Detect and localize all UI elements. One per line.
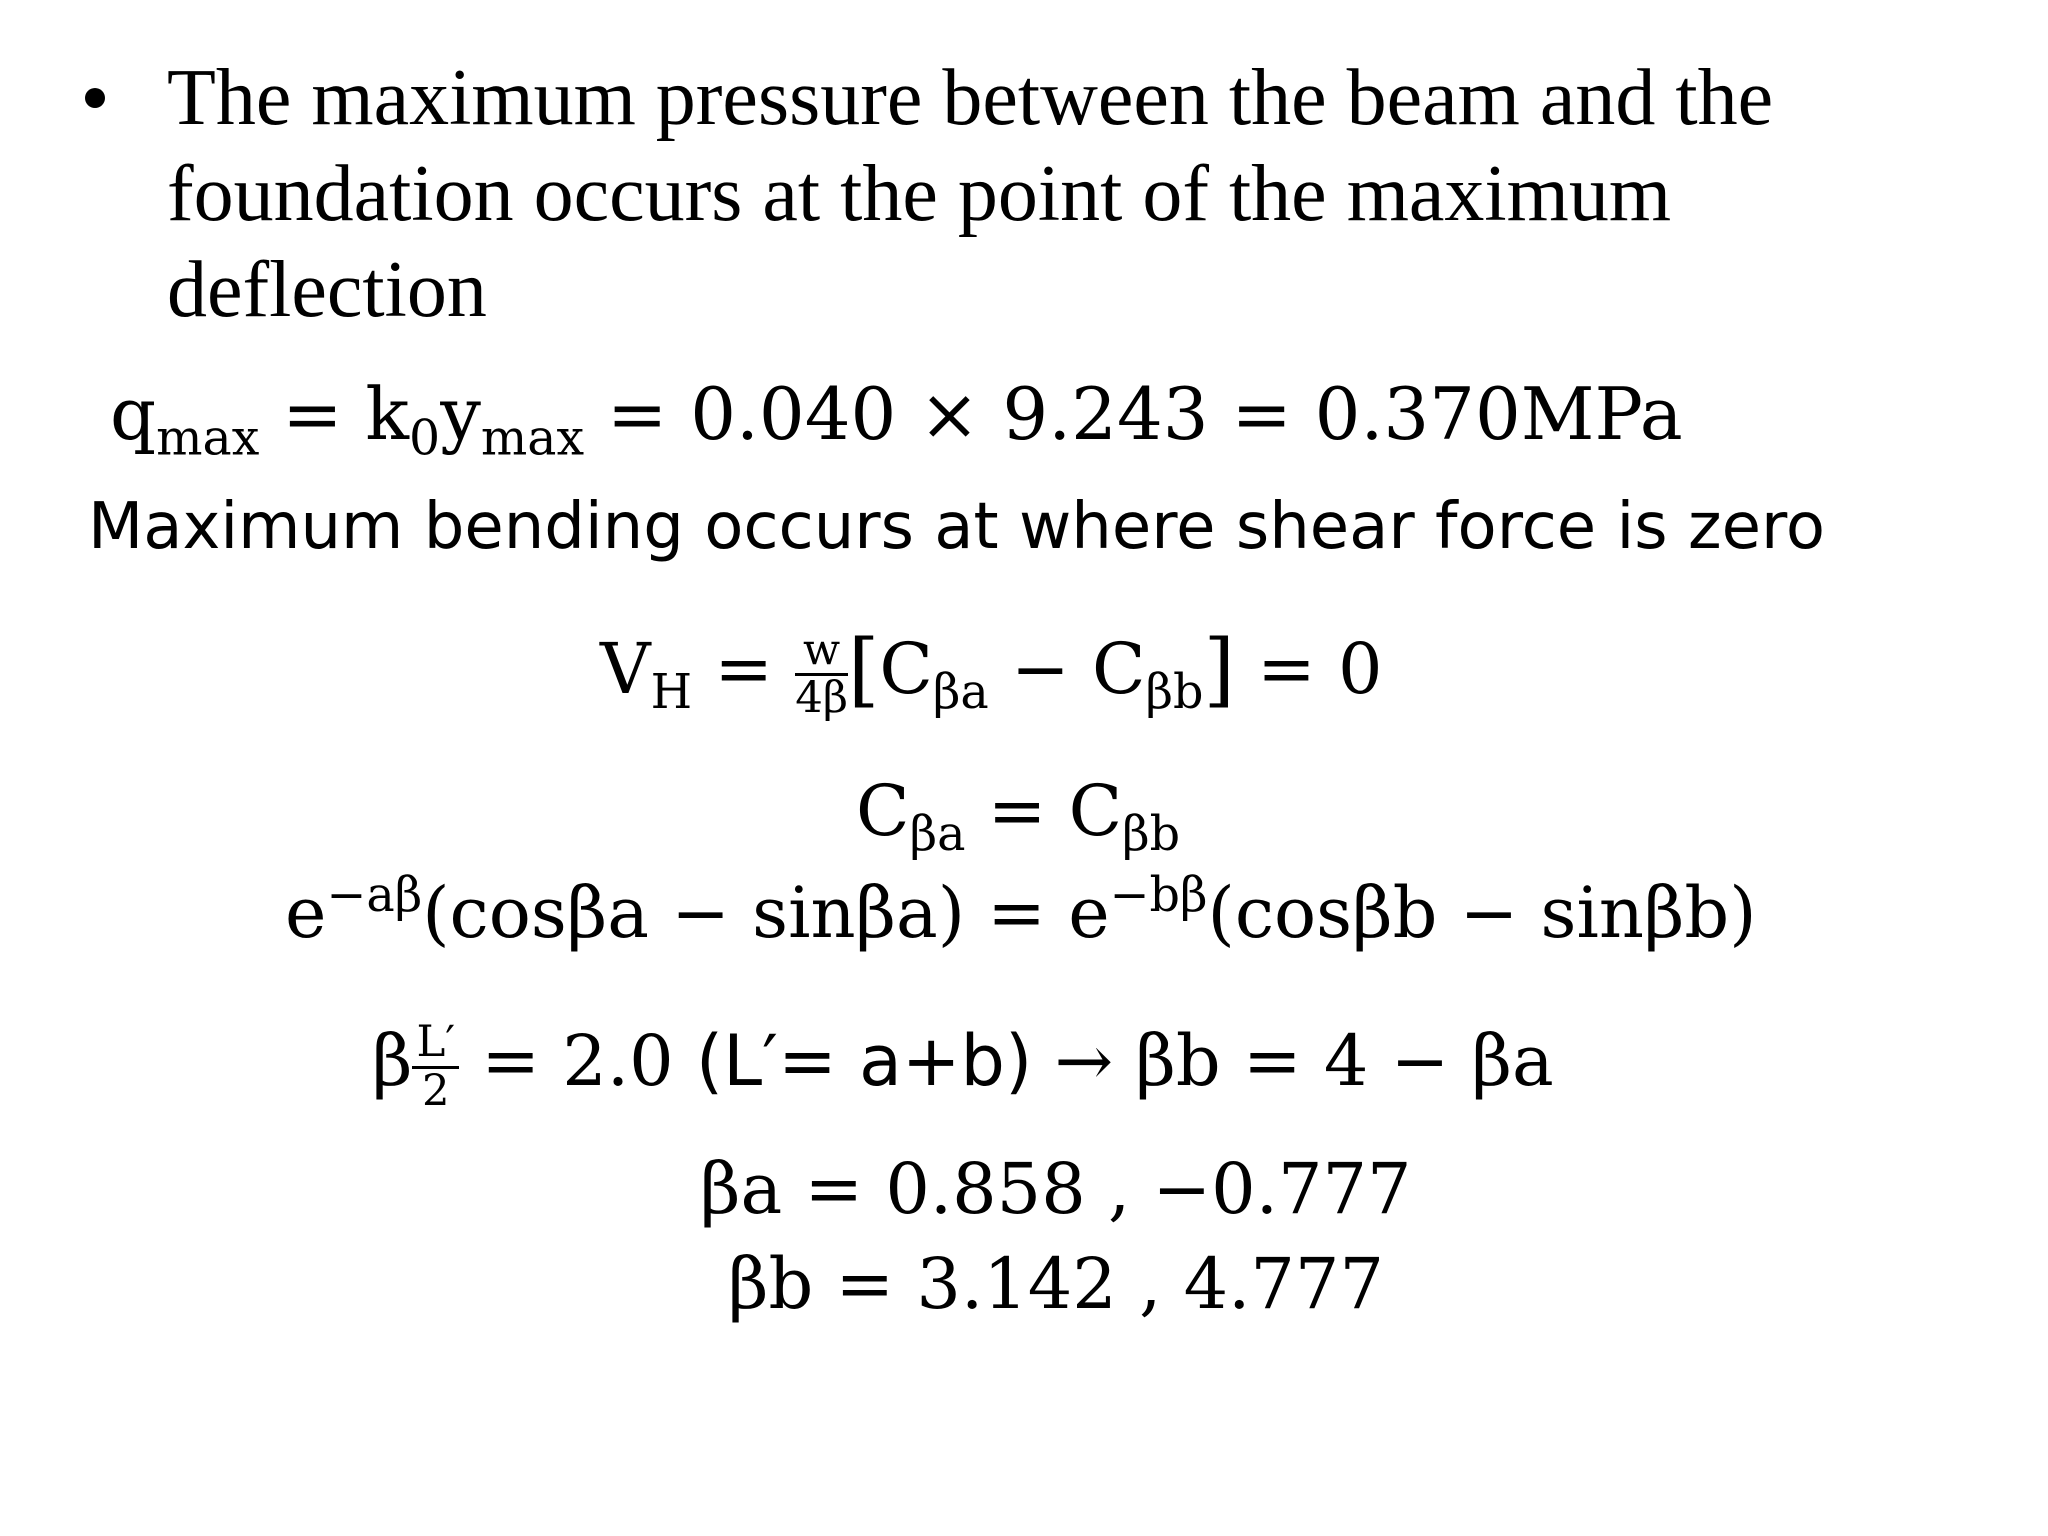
beta-value: = 2.0 bbox=[459, 1020, 696, 1103]
v-symbol: V bbox=[600, 627, 651, 710]
fraction-numerator: L′ bbox=[412, 1020, 459, 1069]
y-symbol: y bbox=[440, 372, 481, 456]
c-beta-b-subscript: βb bbox=[1122, 807, 1181, 863]
statement-max-bending: Maximum bending occurs at where shear force is zero bbox=[88, 490, 1825, 564]
fraction-denominator: 4β bbox=[795, 673, 848, 724]
equals-sign: = bbox=[692, 627, 796, 710]
fraction-numerator: w bbox=[795, 628, 848, 677]
bullet-text: The maximum pressure between the beam and the foundation occurs at the point of the maximum deflection bbox=[167, 54, 1774, 334]
l-prime-definition: (L′= a+b) bbox=[695, 1020, 1033, 1103]
q-subscript: max bbox=[156, 409, 260, 467]
fraction-denominator: 2 bbox=[422, 1065, 450, 1116]
equation-beta-b-values: βb = 3.142 , 4.777 bbox=[728, 1243, 1384, 1325]
q-symbol: q bbox=[110, 372, 157, 456]
equation-beta-a-values: βa = 0.858 , −0.777 bbox=[700, 1148, 1412, 1230]
equation-vh bbox=[600, 622, 1383, 722]
fraction-l-prime-2 bbox=[412, 1017, 459, 1116]
fraction-w-4beta bbox=[795, 624, 848, 724]
exponent-right: −bβ bbox=[1109, 868, 1208, 923]
c-beta-a: C bbox=[879, 627, 933, 710]
exponent-left: −aβ bbox=[326, 868, 423, 923]
right-bracket: ] bbox=[1203, 622, 1235, 716]
equation-c-equality bbox=[856, 770, 1180, 862]
k-subscript: 0 bbox=[409, 409, 441, 467]
exponential-middle: (cosβa − sinβa) = e bbox=[422, 872, 1110, 955]
beta-b-relation: → βb = 4 − βa bbox=[1032, 1020, 1554, 1103]
c-beta-a-subscript: βa bbox=[909, 807, 966, 863]
c-beta-a: C bbox=[856, 770, 910, 852]
beta-symbol: β bbox=[372, 1020, 413, 1103]
e-base-left: e bbox=[285, 872, 327, 955]
equation-qmax bbox=[110, 372, 1683, 467]
c-beta-a-subscript: βa bbox=[932, 665, 989, 721]
equals-k: = k bbox=[259, 372, 410, 456]
c-beta-b-subscript: βb bbox=[1145, 665, 1204, 721]
equation-beta-length bbox=[372, 1017, 1554, 1116]
qmax-result: = 0.040 × 9.243 = 0.370MPa bbox=[584, 372, 1683, 456]
bullet-dot-icon bbox=[85, 88, 105, 108]
c-beta-b: C bbox=[1091, 627, 1146, 710]
y-subscript: max bbox=[480, 409, 585, 467]
left-bracket: [ bbox=[847, 622, 880, 716]
exponential-end: (cosβb − sinβb) bbox=[1207, 872, 1757, 955]
minus-sign: − bbox=[988, 627, 1092, 710]
v-subscript: H bbox=[650, 665, 693, 721]
equals-sign: = bbox=[965, 770, 1069, 852]
equation-exponential bbox=[285, 868, 1757, 954]
equals-zero: = 0 bbox=[1234, 627, 1383, 710]
c-beta-b: C bbox=[1068, 770, 1123, 852]
